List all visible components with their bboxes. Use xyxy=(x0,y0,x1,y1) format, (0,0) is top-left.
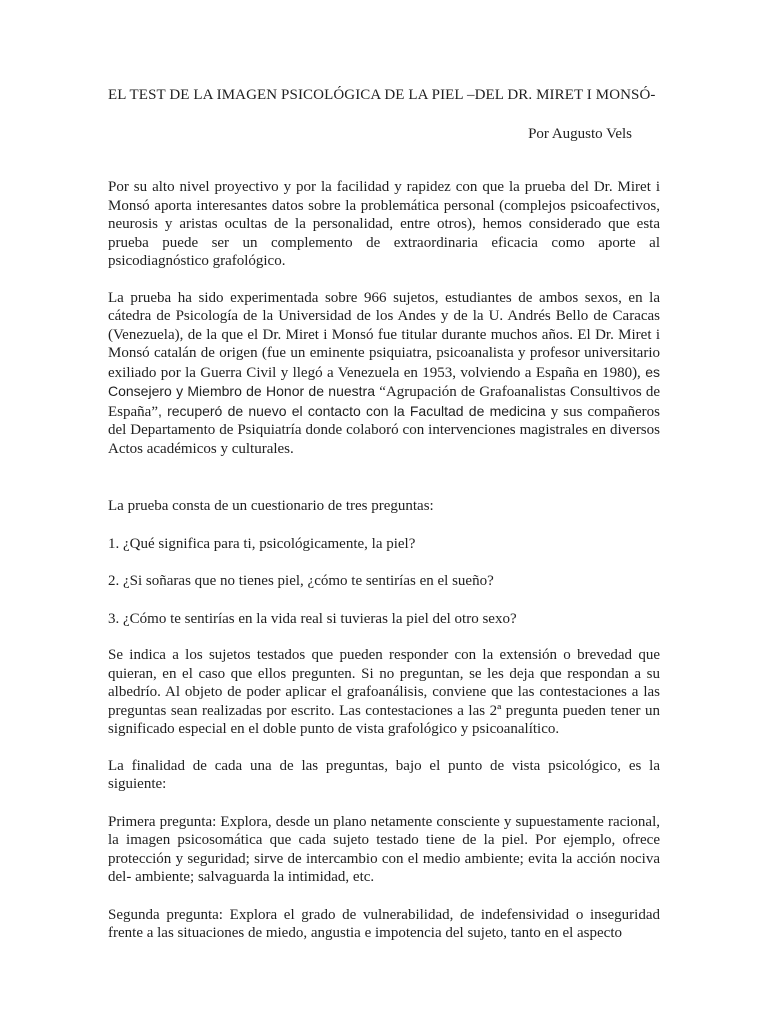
history-text-5: y sus compañeros del Departamento de Psiquiatría donde colaboró con intervenciones magistrales en diversos Actos académicos y culturales. xyxy=(108,403,660,457)
question-2: 2. ¿Si soñaras que no tienes piel, ¿cómo te sentirías en el sueño? xyxy=(108,573,494,589)
author-line: Por Augusto Vels xyxy=(528,125,632,142)
history-paragraph xyxy=(108,289,660,459)
history-text-4: , recuperó de nuevo el contacto con la Facultad de medicina xyxy=(157,402,546,419)
association-name: “Agrupación de Grafoanalistas Consultivos de España” xyxy=(108,384,661,420)
question-3: 3. ¿Cómo te sentirías en la vida real si tuvieras la piel del otro sexo? xyxy=(108,610,517,627)
document-title: EL TEST DE LA IMAGEN PSICOLÓGICA DE LA PIEL –DEL DR. MIRET I MONSÓ- xyxy=(108,87,656,103)
history-text-1: La prueba ha sido experimentada sobre 966 sujetos, estudiantes de ambos sexos, en la cátedra de Psicología de la Universidad de los Andes y de la U. Andrés Bello de Caracas (Venezuela), de la que el Dr. Miret i Monsó fue titular durante muchos años. El Dr. Miret i Monsó catalán de origen (fue un eminente psiquiatra, psicoanalista y profesor universitario exiliado por la Guerra Civil y llegó a Venezuela en 1953, volviendo a España en 1980), xyxy=(108,289,660,381)
purpose-paragraph: La finalidad de cada una de las preguntas, bajo el punto de vista psicológico, es la siguiente: xyxy=(108,757,660,792)
question-1: 1. ¿Qué significa para ti, psicológicamente, la piel? xyxy=(108,535,416,552)
first-question-paragraph: Primera pregunta: Explora, desde un plano netamente consciente y supuestamente racional, la imagen psicosomática que cada sujeto testado tiene de la piel. Por ejemplo, ofrece protección y seguridad; sirve de intercambio con el medio ambiente; evita la acción nociva del- ambiente; salvaguarda la intimidad, etc. xyxy=(108,813,660,885)
intro-paragraph: Por su alto nivel proyectivo y por la facilidad y rapidez con que la prueba del Dr. Miret i Monsó aporta interesantes datos sobre la problemática personal (complejos psicoafectivos, neurosis y aristas ocultas de la personalidad, entre otros), hemos considerado que esta prueba puede ser un complemento de extraordinaria eficacia como aporte al psicodiagnóstico grafológico. xyxy=(108,179,660,269)
second-question-paragraph: Segunda pregunta: Explora el grado de vulnerabilidad, de indefensividad o inseguridad frente a las situaciones de miedo, angustia e impotencia del sujeto, tanto en el aspecto xyxy=(108,906,660,941)
instructions-paragraph: Se indica a los sujetos testados que pueden responder con la extensión o brevedad que quieran, en el caso que ellos pregunten. Si no preguntan, se les deja que respondan a su albedrío. Al objeto de poder aplicar el grafoanálisis, conviene que las contestaciones a las preguntas sean realizadas por escrito. Las contestaciones a las 2ª pregunta pueden tener un significado especial en el doble punto de vista grafológico y psicoanalítico. xyxy=(108,647,660,737)
document-page xyxy=(108,86,660,943)
history-text-2: es Consejero y Miembro de Honor de nuestra xyxy=(108,363,660,399)
questions-intro: La prueba consta de un cuestionario de tres preguntas: xyxy=(108,498,434,514)
